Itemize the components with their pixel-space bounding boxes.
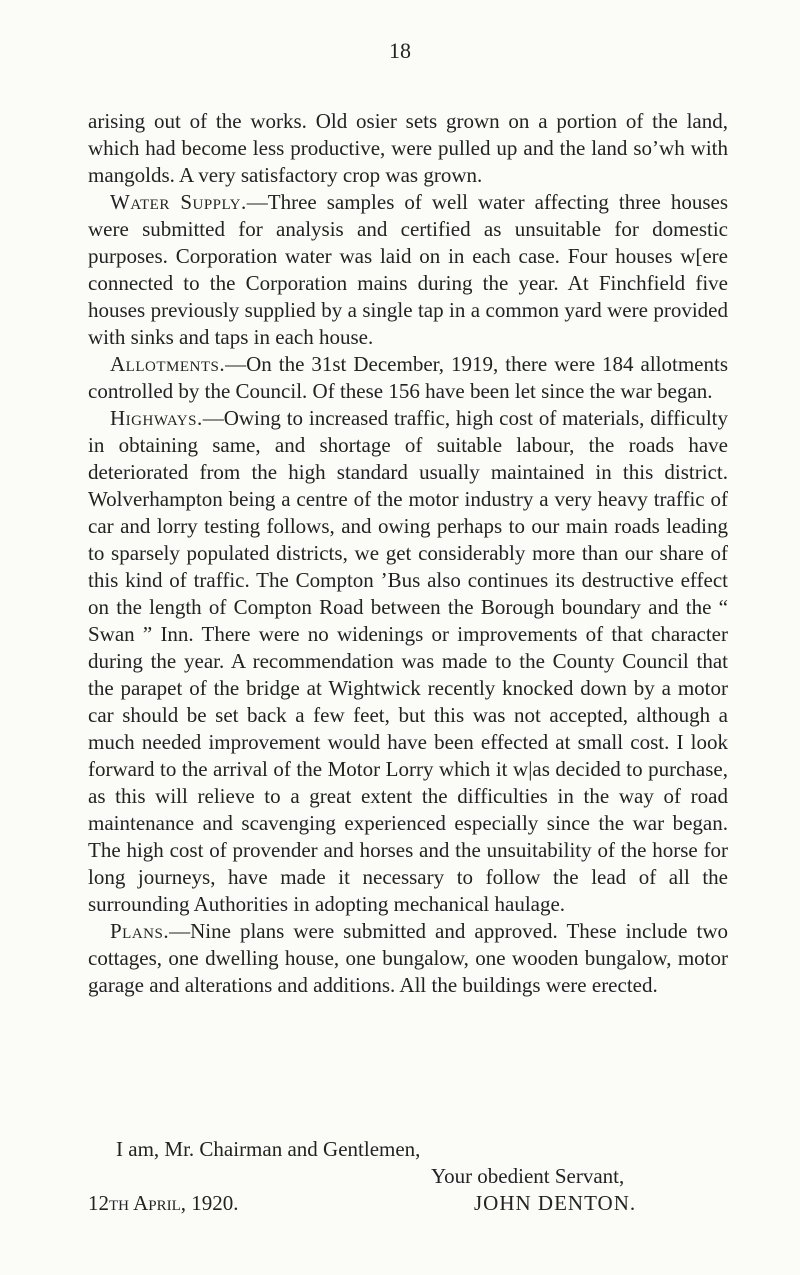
salutation: I am, Mr. Chairman and Gentlemen, [116,1137,421,1161]
paragraph-text: arising out of the works. Old osier sets grown on a portion of the land, which had become less productive, were pulled up and the land so’wh with mangolds. A very satisfactory crop was grown. [88,109,728,187]
paragraph-allotments [88,351,728,405]
paragraph-text: —Owing to increased traffic, high cost of materials, difficulty in obtaining same, and shortage of suitable labour, the roads have deteriorated from the high standard usually maintained in this district. Wolverhampton being a centre of the motor industry a very heavy traffic of car and lorry testing follows, and owing perhaps to our main roads leading to sparsely populated districts, we get considerably more than our share of this kind of traffic. The Compton ’Bus also continues its destructive effect on the length of Compton Road between the Borough boundary and the “ Swan ” Inn. There were no widenings or improvements of that character during the year. A recommendation was made to the County Council that the parapet of the bridge at Wightwick recently knocked down by a motor car should be set back a few feet, but this was not accepted, although a much needed improvement would have been effected at small cost. I look forward to the arrival of the Motor Lorry which it w|as decided to purchase, as this will relieve to a great extent the difficulties in the way of road maintenance and scavenging experienced especially since the war began. The high cost of provender and horses and the unsuitability of the horse for long journeys, have made it necessary to follow the lead of all the surrounding Authorities in adopting mechanical haulage. [88,406,728,916]
letter-date: 12th April, 1920. [88,1191,239,1215]
paragraph-heading: Water Supply. [110,190,247,214]
paragraph-text: —Nine plans were submitted and approved. These include two cottages, one dwelling house, one bungalow, one wooden bungalow, motor garage and alterations and additions. All the buildings were erected. [88,919,728,997]
paragraph-heading: Highways. [110,406,203,430]
paragraph-highways [88,405,728,918]
valediction: Your obedient Servant, [431,1164,625,1188]
paragraph-works [88,108,728,189]
paragraph-heading: Plans. [110,919,170,943]
paragraph-plans [88,918,728,999]
signature: JOHN DENTON. [474,1191,637,1215]
paragraph-water-supply [88,189,728,351]
body-text [88,108,728,999]
paragraph-text: —On the 31st December, 1919, there were 184 allotments controlled by the Council. Of these 156 have been let since the war began. [88,352,728,403]
paragraph-heading: Allotments. [110,352,226,376]
paragraph-text: —Three samples of well water affecting three houses were submitted for analysis and certified as unsuitable for domestic purposes. Corporation water was laid on in each case. Four houses w[ere connected to the Corporation mains during the year. At Finchfield five houses previously supplied by a single tap in a common yard were provided with sinks and taps in each house. [88,190,728,349]
page-number: 18 [389,38,411,63]
